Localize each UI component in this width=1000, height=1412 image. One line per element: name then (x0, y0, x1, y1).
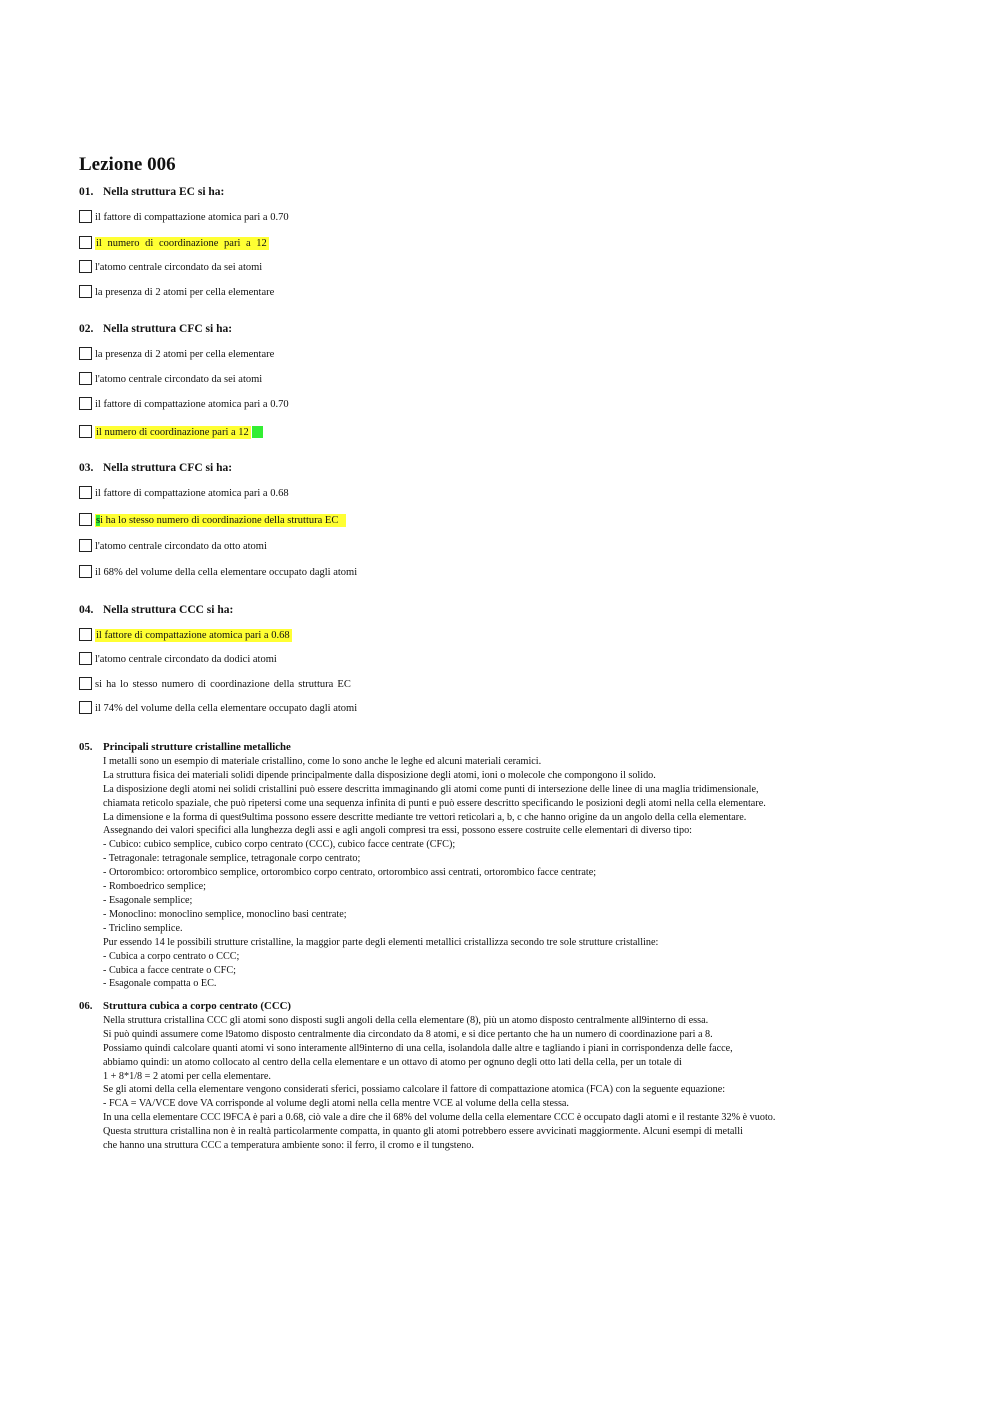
option-text: il fattore di compattazione atomica pari a 0.70 (95, 399, 289, 410)
checkbox[interactable] (79, 486, 92, 499)
option-text: il fattore di compattazione atomica pari a 0.68 (95, 488, 289, 499)
option-text-highlighted: il numero di coordinazione pari a 12 (96, 238, 267, 249)
text-line: 1 + 8*1/8 = 2 atomi per cella elementare. (103, 1070, 271, 1082)
text-line: - Cubico: cubico semplice, cubico corpo centrato (CCC), cubico facce centrate (CFC); (103, 839, 456, 851)
green-highlight-mark (252, 426, 263, 438)
option-text: il 68% del volume della cella elementare occupato dagli atomi (95, 567, 358, 578)
checkbox[interactable] (79, 236, 92, 249)
section-title: Struttura cubica a corpo centrato (CCC) (103, 1000, 292, 1012)
text-line: - Esagonale semplice; (103, 894, 193, 906)
text-line: Pur essendo 14 le possibili strutture cristalline, la maggior parte degli elementi metallici cristallizza secondo tre sole strutture cristalline: (103, 936, 659, 948)
checkbox[interactable] (79, 652, 92, 665)
checkbox[interactable] (79, 513, 92, 526)
option-3-4[interactable] (79, 565, 357, 581)
text-line: abbiamo quindi: un atomo collocato al centro della cella elementare e un ottavo di atomo per ognuno degli otto lati della cella, per un totale di (103, 1056, 682, 1068)
text-line: La struttura fisica dei materiali solidi dipende principalmente dalla disposizione degli atomi, ioni o molecole che compongono il solido. (103, 769, 656, 781)
section-number: 06. (79, 1000, 93, 1012)
question-number: 01. (79, 186, 94, 198)
option-text: l'atomo centrale circondato da sei atomi (95, 262, 263, 273)
checkbox[interactable] (79, 372, 92, 385)
checkbox[interactable] (79, 210, 92, 223)
text-line: - FCA = VA/VCE dove VA corrisponde al volume degli atomi nella cella mentre VCE al volume della cella stessa. (103, 1098, 569, 1110)
text-line: La disposizione degli atomi nei solidi cristallini può essere descritta immaginando gli atomi come punti di intersezione delle linee di una maglia tridimensionale, (103, 783, 759, 795)
text-line: - Monoclino: monoclino semplice, monoclino basi centrate; (103, 908, 347, 920)
option-2-3[interactable] (79, 397, 289, 413)
section-05 (79, 741, 919, 991)
option-text: l'atomo centrale circondato da otto atomi (95, 541, 267, 552)
option-3-1[interactable] (79, 486, 289, 502)
question-04-heading (79, 604, 233, 616)
option-1-2[interactable] (79, 236, 269, 252)
question-02-heading (79, 323, 232, 335)
option-4-4[interactable] (79, 701, 357, 717)
question-text: Nella struttura EC si ha: (103, 186, 225, 198)
question-text: Nella struttura CCC si ha: (103, 604, 234, 616)
text-line: - Tetragonale: tetragonale semplice, tetragonale corpo centrato; (103, 853, 361, 865)
text-line: - Ortorombico: ortorombico semplice, ortorombico corpo centrato, ortorombico assi centrati, ortorombico facce centrate; (103, 867, 597, 879)
checkbox[interactable] (79, 347, 92, 360)
option-4-3[interactable] (79, 677, 351, 693)
option-1-1[interactable] (79, 210, 289, 226)
text-line: - Esagonale compatta o EC. (103, 978, 217, 990)
text-line: Si può quindi assumere come l9atomo disposto centralmente dia circondato da 8 atomi, e si dice pertanto che ha un numero di coordinazione pari a 8. (103, 1028, 713, 1040)
option-4-1[interactable] (79, 628, 292, 644)
checkbox[interactable] (79, 677, 92, 690)
question-text: Nella struttura CFC si ha: (103, 462, 233, 474)
option-3-3[interactable] (79, 539, 267, 555)
text-line: I metalli sono un esempio di materiale cristallino, come lo sono anche le leghe ed alcuni materiali ceramici. (103, 755, 542, 767)
checkbox[interactable] (79, 425, 92, 438)
checkbox[interactable] (79, 539, 92, 552)
text-line: - Cubica a corpo centrato o CCC; (103, 950, 240, 962)
text-line: Possiamo quindi calcolare quanti atomi vi sono interamente all9interno di una cella, isolandola dalle altre e tagliando i piani in corrispondenza delle facce, (103, 1042, 733, 1054)
question-number: 04. (79, 604, 94, 616)
question-01-heading (79, 186, 224, 198)
option-text: la presenza di 2 atomi per cella elementare (95, 287, 275, 298)
checkbox[interactable] (79, 701, 92, 714)
question-text: Nella struttura CFC si ha: (103, 323, 233, 335)
green-highlight-mark: s (96, 515, 101, 526)
section-heading (79, 741, 919, 755)
text-line: Questa struttura cristallina non è in realtà particolarmente compatta, in quanto gli atomi potrebbero essere avvicinati maggiormente. Alcuni esempi di metalli (103, 1126, 743, 1138)
option-3-2[interactable] (79, 513, 346, 529)
option-text: si ha lo stesso numero di coordinazione della struttura EC (95, 679, 351, 690)
question-number: 03. (79, 462, 94, 474)
checkbox[interactable] (79, 565, 92, 578)
section-body (103, 1014, 919, 1153)
checkbox[interactable] (79, 285, 92, 298)
option-2-1[interactable] (79, 347, 274, 363)
text-line: - Triclino semplice. (103, 922, 183, 934)
option-text: l'atomo centrale circondato da dodici atomi (95, 654, 277, 665)
checkbox[interactable] (79, 628, 92, 641)
section-body (103, 755, 919, 991)
checkbox[interactable] (79, 260, 92, 273)
checkbox[interactable] (79, 397, 92, 410)
question-number: 02. (79, 323, 94, 335)
section-title: Principali strutture cristalline metalliche (103, 741, 291, 753)
option-text-highlighted: il numero di coordinazione pari a 12 (96, 427, 249, 438)
section-number: 05. (79, 741, 93, 753)
option-text: il fattore di compattazione atomica pari a 0.70 (95, 212, 289, 223)
text-line: - Cubica a facce centrate o CFC; (103, 964, 236, 976)
text-line: - Romboedrico semplice; (103, 881, 206, 893)
option-text: l'atomo centrale circondato da sei atomi (95, 374, 263, 385)
section-heading (79, 1000, 919, 1014)
text-line: che hanno una struttura CCC a temperatura ambiente sono: il ferro, il cromo e il tungsteno. (103, 1140, 474, 1152)
text-line: La dimensione e la forma di quest9ultima possono essere descritte mediante tre vettori reticolari a, b, c che hanno origine da un angolo della cella elementare. (103, 811, 747, 823)
text-line: chiamata reticolo spaziale, che può ripetersi come una sequenza infinita di punti e può essere descritto specificando le posizioni degli atomi nella cella elementare. (103, 797, 766, 809)
text-line: In una cella elementare CCC l9FCA è pari a 0.68, ciò vale a dire che il 68% del volume della cella elementare CCC è occupato dagli atomi e il restante 32% è vuoto. (103, 1112, 776, 1124)
page-title: Lezione 006 (79, 154, 176, 175)
option-text: il 74% del volume della cella elementare occupato dagli atomi (95, 703, 358, 714)
option-text-highlighted: il fattore di compattazione atomica pari a 0.68 (96, 630, 290, 641)
option-text: la presenza di 2 atomi per cella elementare (95, 349, 275, 360)
option-2-2[interactable] (79, 372, 262, 388)
option-text: i ha lo stesso numero di coordinazione della struttura EC (100, 515, 339, 526)
text-line: Se gli atomi della cella elementare vengono considerati sferici, possiamo calcolare il fattore di compattazione atomica (FCA) con la seguente equazione: (103, 1084, 726, 1096)
text-line: Nella struttura cristallina CCC gli atomi sono disposti sugli angoli della cella elementare (8), più un atomo disposto centralmente all9interno di essa. (103, 1014, 709, 1026)
option-4-2[interactable] (79, 652, 277, 668)
section-06 (79, 1000, 919, 1153)
text-line: Assegnando dei valori specifici alla lunghezza degli assi e agli angoli compresi tra essi, possono essere costruite celle elementari di diverso tipo: (103, 825, 692, 837)
option-1-3[interactable] (79, 260, 262, 276)
option-text-highlighted (95, 514, 346, 527)
option-1-4[interactable] (79, 285, 274, 301)
question-03-heading (79, 462, 232, 474)
option-2-4[interactable] (79, 425, 263, 441)
